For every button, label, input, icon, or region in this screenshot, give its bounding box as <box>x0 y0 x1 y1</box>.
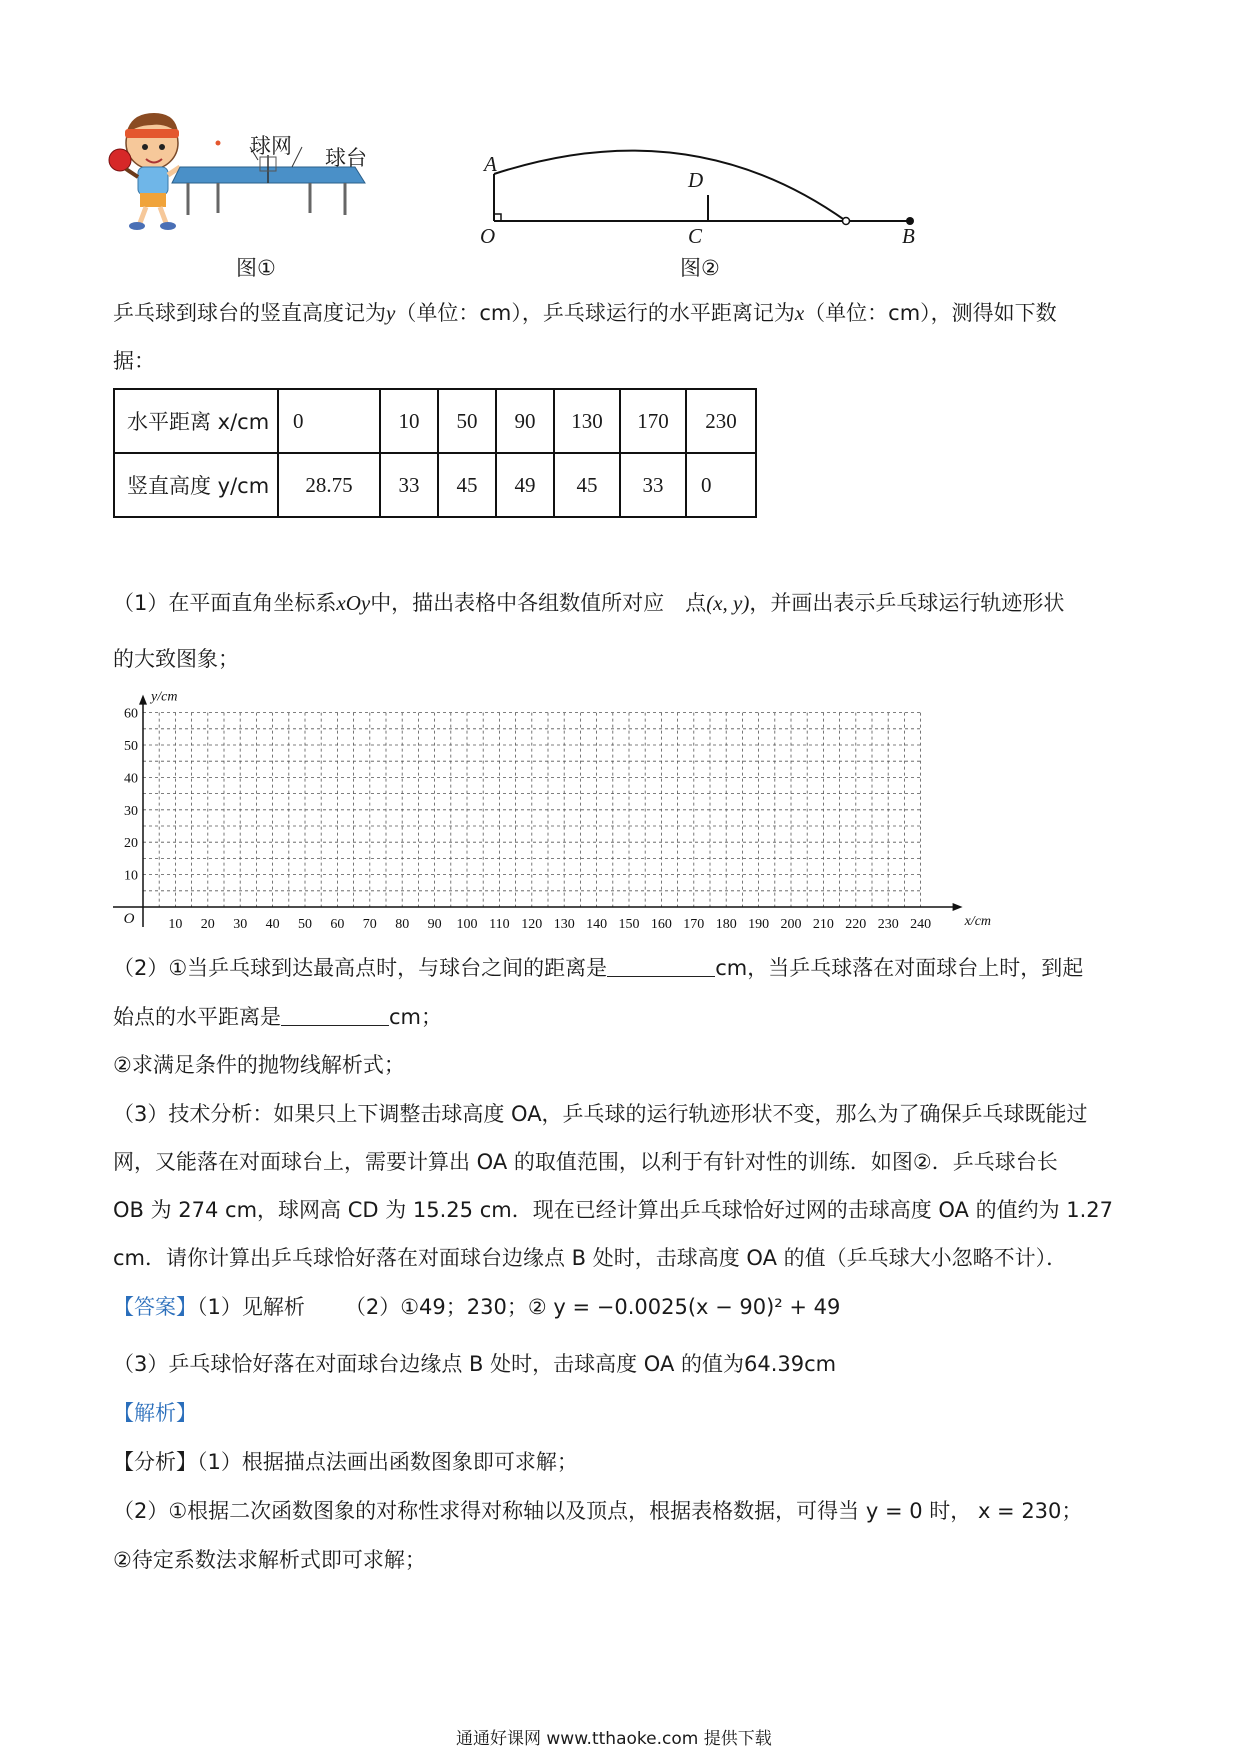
x-tick-label-240: 240 <box>910 917 932 932</box>
intro-line-2: 据： <box>113 349 155 373</box>
y-tick-label-60: 60 <box>124 706 138 722</box>
figure1-illustration <box>110 105 410 245</box>
y-cell-4: 45 <box>554 453 620 517</box>
y-tick-label-50: 50 <box>124 739 138 754</box>
q2-line-3: ②求满足条件的抛物线解析式； <box>113 1053 405 1077</box>
x-axis-arrow <box>953 903 963 911</box>
x-tick-label-70: 70 <box>362 917 377 932</box>
x-tick-label-200: 200 <box>780 917 802 932</box>
y-cell-2: 45 <box>438 453 496 517</box>
y-cell-0: 28.75 <box>278 453 380 517</box>
footer: 通通好课网 www.tthaoke.com 提供下载 <box>456 1729 772 1749</box>
point-label-B: B <box>902 224 915 248</box>
x-tick-label-30: 30 <box>233 917 248 932</box>
q1-line-1: （1）在平面直角坐标系xOy中，描出表格中各组数值所对应 点(x, y)，并画出表示乒乓球运行轨迹形状 <box>113 591 1065 615</box>
x-tick-label-50: 50 <box>298 917 312 932</box>
x-tick-label-190: 190 <box>748 917 770 932</box>
figure2-caption: 图② <box>680 256 720 280</box>
y-cell-5: 33 <box>620 453 686 517</box>
x-tick-label-210: 210 <box>812 917 834 932</box>
x-tick-label-120: 120 <box>521 917 543 932</box>
y-axis-label: y/cm <box>151 689 178 705</box>
paddle-icon <box>109 149 131 171</box>
x-axis-label: x/cm <box>964 914 992 929</box>
origin-label: O <box>123 911 135 927</box>
x-cell-4: 130 <box>554 389 620 453</box>
data-table <box>113 388 757 518</box>
x-cell-5: 170 <box>620 389 686 453</box>
answer-blank-1[interactable] <box>607 954 715 977</box>
table-row-y <box>114 453 756 517</box>
analysis-line-3: ②待定系数法求解析式即可求解； <box>113 1548 426 1572</box>
y-cell-3: 49 <box>496 453 554 517</box>
x-tick-label-90: 90 <box>427 917 442 932</box>
label-table: 球台 <box>325 146 367 170</box>
analysis-line-2: （2）①根据二次函数图象的对称性求得对称轴以及顶点，根据表格数据，可得当 y = 0 时， x = 230； <box>113 1499 1083 1523</box>
figure1-caption: 图① <box>236 256 276 280</box>
x-tick-label-170: 170 <box>683 917 705 932</box>
x-tick-label-110: 110 <box>489 917 510 932</box>
x-tick-label-130: 130 <box>553 917 575 932</box>
point-label-O: O <box>480 224 496 248</box>
kid-shirt <box>138 167 168 195</box>
trajectory-curve <box>494 151 846 221</box>
point-label-D: D <box>688 168 704 192</box>
q2-line-1: （2）①当乒乓球到达最高点时，与球台之间的距离是 cm，当乒乓球落在对面球台上时，到起 <box>113 956 1084 980</box>
q3-line-1: （3）技术分析：如果只上下调整击球高度 OA，乒乓球的运行轨迹形状不变，那么为了确保乒乓球既能过 <box>113 1102 1088 1126</box>
q3-line-2: 网，又能落在对面球台上，需要计算出 OA 的取值范围，以利于有针对性的训练．如图②．乒乓球台长 <box>113 1150 1058 1174</box>
y-tick-label-10: 10 <box>124 868 138 884</box>
x-tick-label-150: 150 <box>618 917 640 932</box>
right-angle-mark <box>494 214 501 221</box>
x-tick-label-100: 100 <box>456 917 478 932</box>
row-x-label: 水平距离 x/cm <box>114 389 278 453</box>
x-tick-label-140: 140 <box>586 917 608 932</box>
x-cell-3: 90 <box>496 389 554 453</box>
y-tick-label-20: 20 <box>124 836 138 852</box>
x-tick-label-60: 60 <box>330 917 345 932</box>
analysis-tag: 【解析】 <box>113 1401 197 1425</box>
x-tick-label-20: 20 <box>200 917 215 932</box>
coordinate-grid-chart <box>100 680 992 950</box>
x-cell-6: 230 <box>686 389 756 453</box>
y-tick-label-30: 30 <box>124 803 138 819</box>
answer-tag: 【答案】 <box>113 1295 197 1319</box>
answer-line-1: 【答案】（1）见解析 （2）①49；230；② y = −0.0025(x − 90)² + 49 <box>113 1295 841 1319</box>
x-tick-label-80: 80 <box>395 917 410 932</box>
analysis-line-1: 【分析】（1）根据描点法画出函数图象即可求解； <box>113 1450 578 1474</box>
intro-line-1: 乒乓球到球台的竖直高度记为y（单位：cm），乒乓球运行的水平距离记为x（单位：cm），测得如下数 <box>113 301 1057 325</box>
q3-line-3: OB 为 274 cm，球网高 CD 为 15.25 cm．现在已经计算出乒乓球恰好过网的击球高度 OA 的值约为 1.27 <box>113 1198 1114 1222</box>
y-axis-arrow <box>139 695 147 705</box>
kid-shorts <box>140 193 166 207</box>
landing-point <box>843 218 850 225</box>
x-cell-1: 10 <box>380 389 438 453</box>
q3-line-4: cm．请你计算出乒乓球恰好落在对面球台边缘点 B 处时，击球高度 OA 的值（乒乓球大小忽略不计）． <box>113 1246 1068 1270</box>
x-tick-label-220: 220 <box>845 917 867 932</box>
x-tick-label-40: 40 <box>265 917 280 932</box>
y-tick-label-40: 40 <box>124 771 138 787</box>
row-y-label: 竖直高度 y/cm <box>114 453 278 517</box>
y-cell-6: 0 <box>686 453 756 517</box>
q2-line-2: 始点的水平距离是 cm； <box>113 1005 443 1029</box>
x-tick-label-180: 180 <box>715 917 737 932</box>
answer-blank-2[interactable] <box>281 1003 389 1026</box>
answer-line-2: （3）乒乓球恰好落在对面球台边缘点 B 处时，击球高度 OA 的值为64.39cm <box>113 1352 837 1376</box>
ball-icon <box>216 141 221 146</box>
y-cell-1: 33 <box>380 453 438 517</box>
point-label-A: A <box>484 152 497 176</box>
x-tick-label-160: 160 <box>650 917 672 932</box>
x-tick-label-10: 10 <box>168 917 183 932</box>
kid-headband <box>125 129 179 138</box>
x-tick-label-230: 230 <box>877 917 899 932</box>
point-label-C: C <box>688 224 703 248</box>
q1-line-2: 的大致图象； <box>113 647 239 671</box>
x-cell-2: 50 <box>438 389 496 453</box>
x-cell-0: 0 <box>278 389 380 453</box>
table-row-x <box>114 389 756 453</box>
label-net: 球网 <box>250 134 292 158</box>
